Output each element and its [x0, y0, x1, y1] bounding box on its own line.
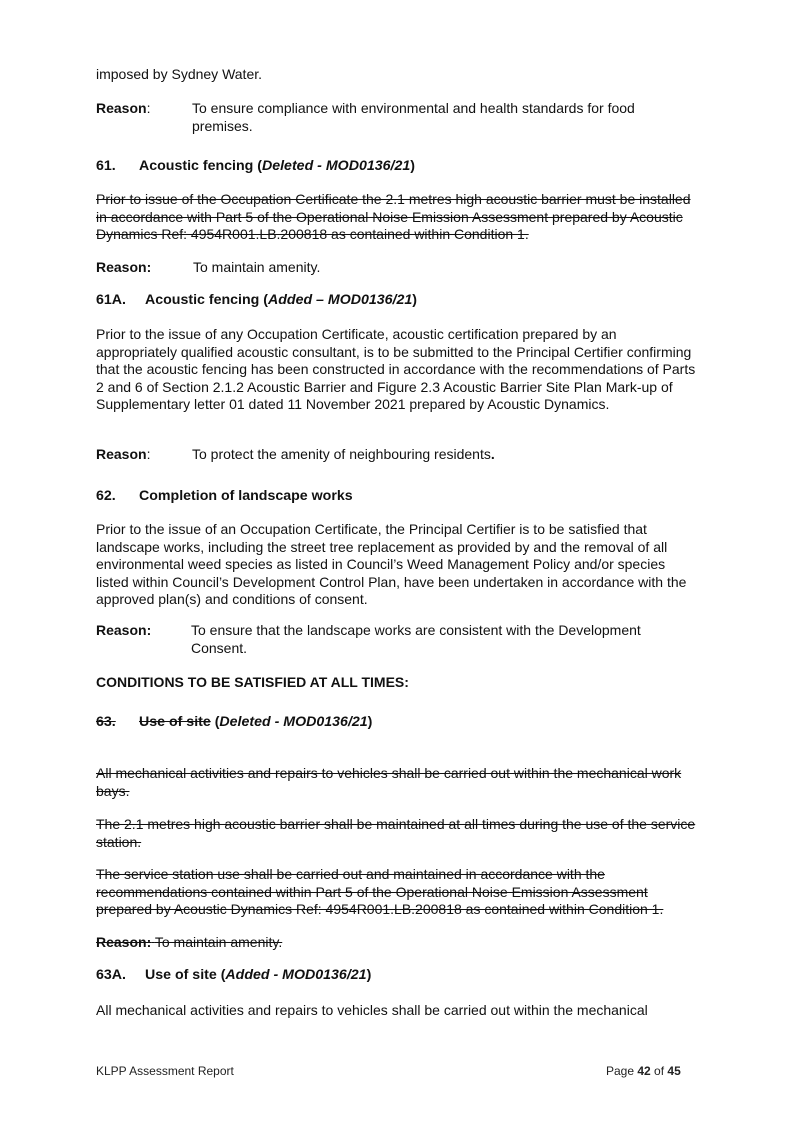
condition-63-body-2: The 2.1 metres high acoustic barrier shall be maintained at all times during the use of the service station. — [96, 816, 696, 850]
reason-row-60 — [96, 100, 701, 136]
reason-text: To maintain amenity. — [193, 259, 321, 275]
reason-text: To ensure that the landscape works are consistent with the Development Consent. — [191, 622, 641, 656]
condition-61-body: Prior to issue of the Occupation Certificate the 2.1 metres high acoustic barrier must be installed in accordance with Part 5 of the Operational Noise Emission Assessment prepared by Acoustic Dynamics Ref: 4954R001.LB.200818 as contained within Condition 1. — [96, 191, 691, 242]
condition-63a-heading: 63A. Use of site (Added - MOD0136/21) — [96, 967, 372, 983]
reason-text: To protect the amenity of neighbouring residents. — [192, 446, 495, 462]
condition-61a-heading: 61A. Acoustic fencing (Added – MOD0136/21) — [96, 292, 418, 308]
condition-61a-body: Prior to the issue of any Occupation Certificate, acoustic certification prepared by an appropriately qualified acoustic consultant, is to be submitted to the Principal Certifier confirming that the acoustic fencing has been constructed in accordance with the recommendations of Parts 2 and 6 of Section 2.1.2 Acoustic Barrier and Figure 2.3 Acoustic Barrier Site Plan Mark-up of Supplementary letter 01 dated 11 November 2021 prepared by Acoustic Dynamics. — [96, 326, 696, 412]
reason-row-63 — [96, 934, 701, 952]
footer-report-name: KLPP Assessment Report — [96, 1064, 234, 1078]
reason-label: Reason: — [96, 259, 152, 275]
condition-63-body-1: All mechanical activities and repairs to vehicles shall be carried out within the mechanical work bays. — [96, 765, 682, 799]
condition-63a-body: All mechanical activities and repairs to vehicles shall be carried out within the mechanical — [96, 1002, 648, 1018]
reason-row-62 — [96, 622, 701, 658]
reason-text: To maintain amenity. — [154, 934, 283, 950]
reason-label: Reason: — [96, 934, 152, 950]
reason-label: Reason: — [96, 622, 152, 638]
condition-63-heading: 63. Use of site (Deleted - MOD0136/21) — [96, 714, 373, 730]
continuation-text: imposed by Sydney Water. — [96, 66, 263, 82]
reason-row-61 — [96, 259, 701, 277]
section-heading: CONDITIONS TO BE SATISFIED AT ALL TIMES: — [96, 674, 409, 690]
reason-row-61a — [96, 446, 701, 464]
condition-63-body-3: The service station use shall be carried out and maintained in accordance with the recommendations contained within Part 5 of the Operational Noise Emission Assessment prepared by Acoustic Dynamics Ref: 4954R001.LB.200818 as contained within Condition 1. — [96, 866, 664, 917]
footer-page-number: Page 42 of 45 — [606, 1064, 681, 1078]
reason-label: Reason: — [96, 446, 151, 462]
condition-62-body: Prior to the issue of an Occupation Certificate, the Principal Certifier is to be satisfied that landscape works, including the street tree replacement as provided by and the removal of all environmental weed species as listed in Council’s Weed Management Policy and/or species listed within Council’s Development Control Plan, have been undertaken in accordance with the approved plan(s) and conditions of consent. — [96, 521, 687, 607]
reason-text: To ensure compliance with environmental and health standards for food premises. — [192, 100, 635, 134]
condition-62-heading: 62. Completion of landscape works — [96, 488, 353, 504]
reason-label: Reason: — [96, 100, 151, 116]
condition-61-heading: 61. Acoustic fencing (Deleted - MOD0136/21) — [96, 158, 415, 174]
